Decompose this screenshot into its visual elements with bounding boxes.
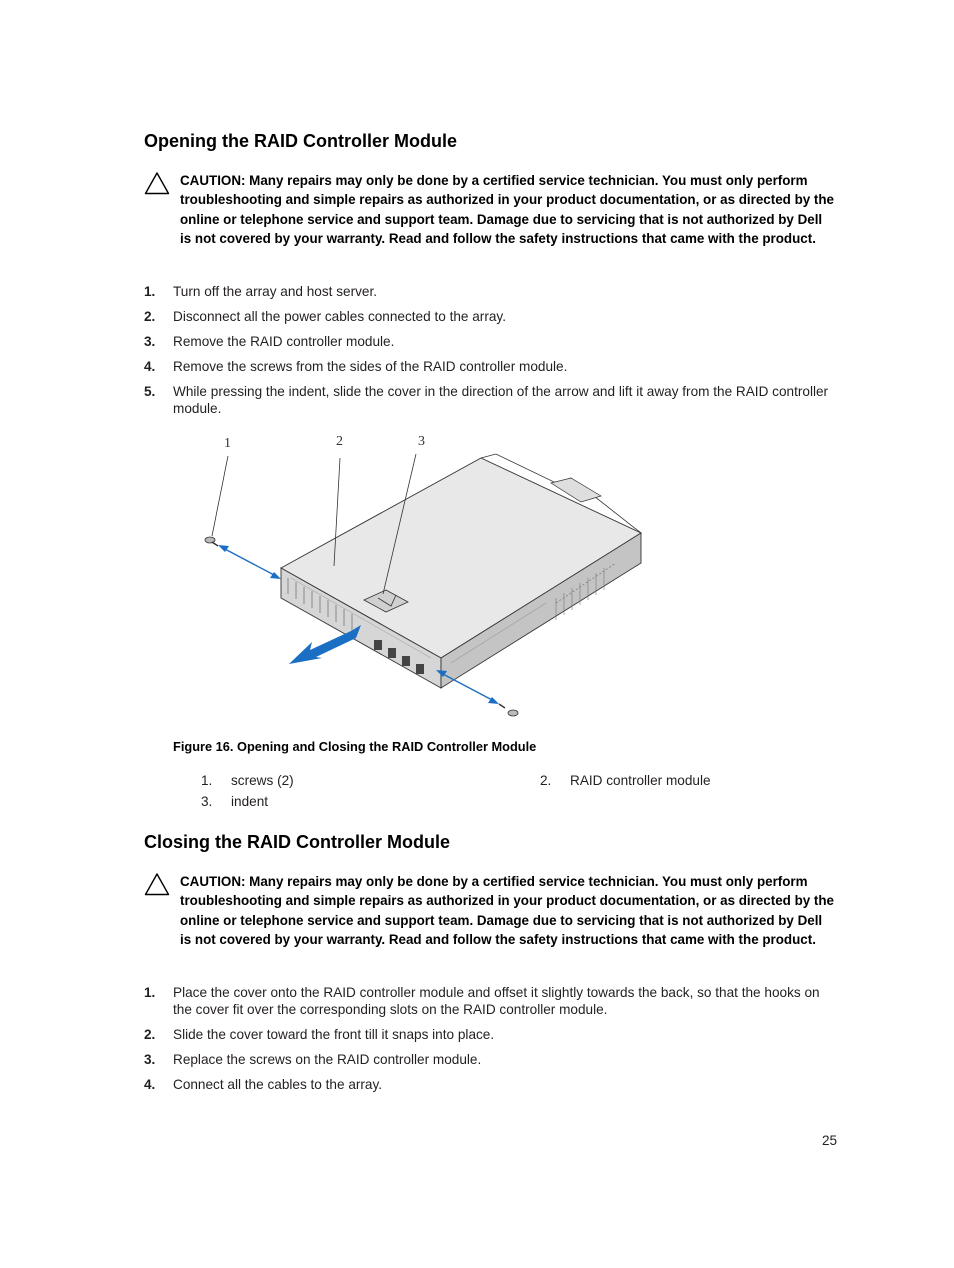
list-item: 3. Remove the RAID controller module. xyxy=(144,334,395,349)
list-item: 3. Replace the screws on the RAID controller module. xyxy=(144,1052,482,1067)
caution-notice xyxy=(144,872,834,949)
closing-steps-list xyxy=(144,984,834,1093)
module-body xyxy=(281,454,641,688)
raid-module-illustration xyxy=(196,428,666,728)
opening-steps-list xyxy=(144,283,834,417)
page-number: 25 xyxy=(822,1133,838,1148)
figure-caption: Figure 16. Opening and Closing the RAID Controller Module xyxy=(173,739,537,754)
list-item: 2. Slide the cover toward the front till it snaps into place. xyxy=(144,1027,495,1042)
list-item: 2. Disconnect all the power cables connected to the array. xyxy=(144,309,506,324)
callout-2: 2 xyxy=(336,434,343,449)
callout-3: 3 xyxy=(418,434,425,449)
legend-item: 2. RAID controller module xyxy=(540,773,711,788)
list-item: 4. Connect all the cables to the array. xyxy=(144,1077,383,1092)
screw-icon xyxy=(499,704,518,716)
list-item: 4. Remove the screws from the sides of the RAID controller module. xyxy=(144,359,568,374)
list-item: 5. While pressing the indent, slide the cover in the direction of the arrow and lift it away from the RAID controller module. xyxy=(144,384,829,416)
caution-text: CAUTION: Many repairs may only be done by a certified service technician. You must only perform troubleshooting and simple repairs as authorized in your product documentation, or as directed by the online or telephone service and support team. Damage due to servicing that is not authorized by Dell is not covered by your warranty. Read and follow the safety instructions that came with the product. xyxy=(180,173,834,246)
list-item: 1. Turn off the array and host server. xyxy=(144,284,378,299)
list-item: 1. Place the cover onto the RAID controller module and offset it slightly towards the back, so that the hooks on the cover fit over the corresponding slots on the RAID controller module. xyxy=(144,985,820,1017)
caution-icon xyxy=(144,171,170,195)
screw-icon xyxy=(205,537,218,546)
legend-item: 3. indent xyxy=(201,794,269,809)
section-heading-opening: Opening the RAID Controller Module xyxy=(144,131,457,151)
caution-icon xyxy=(144,872,170,896)
section-heading-closing: Closing the RAID Controller Module xyxy=(144,832,450,852)
legend-item: 1. screws (2) xyxy=(201,773,294,788)
caution-text: CAUTION: Many repairs may only be done by a certified service technician. You must only perform troubleshooting and simple repairs as authorized in your product documentation, or as directed by the online or telephone service and support team. Damage due to servicing that is not authorized by Dell is not covered by your warranty. Read and follow the safety instructions that came with the product. xyxy=(180,874,834,947)
callout-1: 1 xyxy=(224,436,231,451)
caution-notice xyxy=(144,171,834,248)
